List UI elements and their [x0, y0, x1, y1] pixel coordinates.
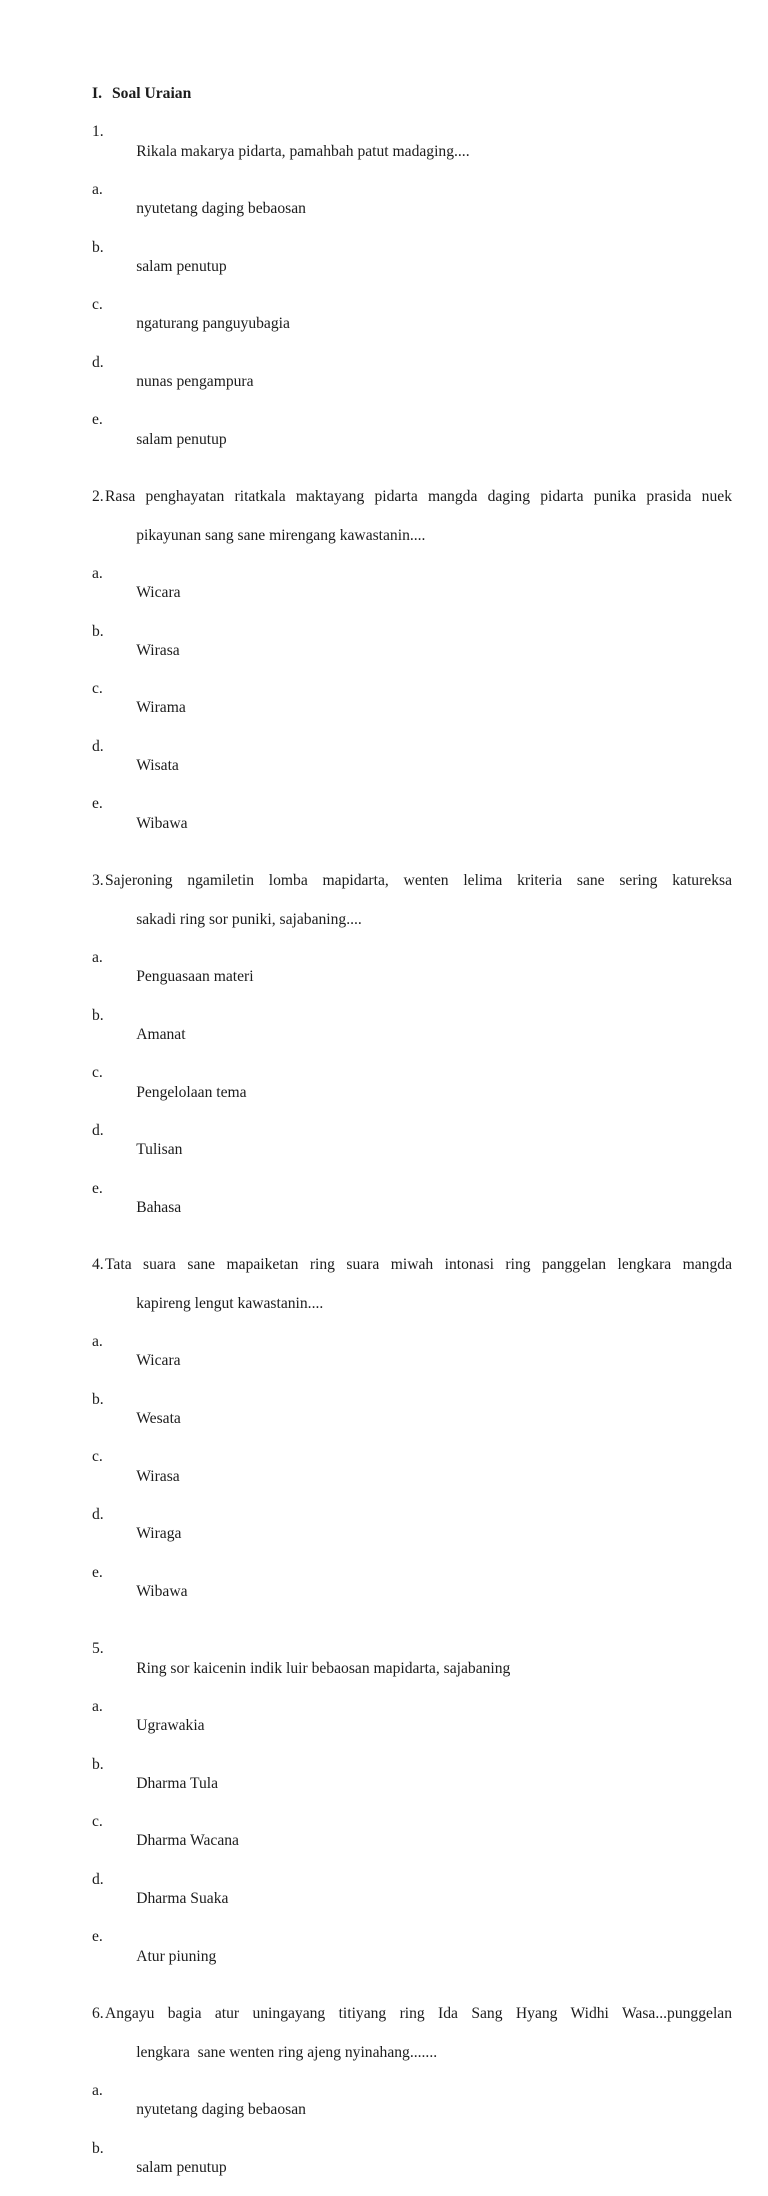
option-text: salam penutup — [136, 257, 227, 275]
option-row — [92, 1006, 732, 1064]
question-number: 6. — [92, 2005, 104, 2023]
question-text: kapireng lengut kawastanin.... — [136, 1294, 324, 1312]
option-row — [92, 1870, 732, 1928]
option-letter: b. — [92, 622, 104, 640]
option-row — [92, 180, 732, 238]
question-number: 1. — [92, 123, 104, 141]
option-row — [92, 1332, 732, 1390]
question-text: Rikala makarya pidarta, pamahbah patut madaging.... — [136, 142, 470, 160]
option-letter: b. — [92, 238, 104, 256]
section-title: Soal Uraian — [112, 85, 192, 102]
section-numeral: I. — [92, 85, 102, 102]
option-row — [92, 1697, 732, 1755]
option-text: Ugrawakia — [136, 1717, 205, 1735]
option-row — [92, 794, 732, 852]
option-text: Pengelolaan tema — [136, 1083, 247, 1101]
question-line — [92, 1275, 732, 1333]
question-line — [92, 506, 732, 564]
option-text: Bahasa — [136, 1198, 182, 1216]
question-line — [92, 890, 732, 948]
option-text: salam penutup — [136, 430, 227, 448]
question-3 — [92, 871, 732, 1236]
option-text: Wibawa — [136, 1582, 188, 1600]
option-row — [92, 295, 732, 353]
question-text: sakadi ring sor puniki, sajabaning.... — [136, 910, 362, 928]
option-text: Wibawa — [136, 814, 188, 832]
option-letter: d. — [92, 1121, 104, 1139]
option-row — [92, 622, 732, 680]
option-text: Tulisan — [136, 1141, 183, 1159]
question-1 — [92, 122, 732, 468]
question-line — [92, 1639, 732, 1697]
document-content — [92, 84, 732, 2196]
option-text: salam penutup — [136, 2158, 227, 2176]
option-row — [92, 1179, 732, 1237]
option-row — [92, 1563, 732, 1621]
option-text: nyutetang daging bebaosan — [136, 200, 306, 218]
option-letter: a. — [92, 949, 103, 967]
option-letter: e. — [92, 411, 103, 429]
option-letter: d. — [92, 737, 104, 755]
option-text: Wirasa — [136, 1467, 180, 1485]
question-line — [92, 2004, 732, 2023]
option-text: Wirama — [136, 699, 186, 717]
section-heading — [92, 84, 732, 103]
option-letter: c. — [92, 296, 103, 314]
option-letter: e. — [92, 795, 103, 813]
option-letter: a. — [92, 2082, 103, 2100]
option-text: Wesata — [136, 1409, 181, 1427]
option-row — [92, 1927, 732, 1985]
option-row — [92, 1447, 732, 1505]
option-text: Wicara — [136, 584, 181, 602]
question-line — [92, 2023, 732, 2081]
option-letter: d. — [92, 1870, 104, 1888]
option-letter: b. — [92, 1755, 104, 1773]
question-number: 4. — [92, 1256, 104, 1274]
option-row — [92, 2139, 732, 2196]
option-text: Wisata — [136, 757, 179, 775]
question-line — [92, 871, 732, 890]
option-letter: a. — [92, 1333, 103, 1351]
option-row — [92, 353, 732, 411]
option-letter: e. — [92, 1928, 103, 1946]
question-text: Angayu bagia atur uningayang titiyang ring Ida Sang Hyang Widhi Wasa...punggelan — [105, 2005, 732, 2023]
question-line — [92, 122, 732, 180]
option-text: Dharma Tula — [136, 1774, 219, 1792]
question-6 — [92, 2004, 732, 2196]
option-row — [92, 1812, 732, 1870]
option-letter: e. — [92, 1563, 103, 1581]
option-letter: c. — [92, 680, 103, 698]
option-letter: d. — [92, 1505, 104, 1523]
question-4 — [92, 1255, 732, 1620]
option-letter: b. — [92, 2139, 104, 2157]
option-text: ngaturang panguyubagia — [136, 315, 290, 333]
question-number: 3. — [92, 872, 104, 890]
option-row — [92, 948, 732, 1006]
option-letter: c. — [92, 1064, 103, 1082]
question-5 — [92, 1639, 732, 1985]
option-letter: a. — [92, 1697, 103, 1715]
option-letter: d. — [92, 353, 104, 371]
option-row — [92, 679, 732, 737]
option-letter: e. — [92, 1179, 103, 1197]
option-text: Atur piuning — [136, 1947, 217, 1965]
option-letter: b. — [92, 1390, 104, 1408]
option-text: Dharma Suaka — [136, 1890, 229, 1908]
option-row — [92, 1390, 732, 1448]
question-text: lengkara sane wenten ring ajeng nyinahang....... — [136, 2043, 438, 2061]
option-row — [92, 2081, 732, 2139]
option-row — [92, 238, 732, 296]
option-row — [92, 737, 732, 795]
option-text: Wicara — [136, 1352, 181, 1370]
option-text: Dharma Wacana — [136, 1832, 239, 1850]
question-line — [92, 1255, 732, 1274]
option-row — [92, 410, 732, 468]
option-text: Wirasa — [136, 641, 180, 659]
question-text: Rasa penghayatan ritatkala maktayang pidarta mangda daging pidarta punika prasida nuek — [105, 488, 732, 506]
option-letter: b. — [92, 1006, 104, 1024]
option-row — [92, 1505, 732, 1563]
option-text: Penguasaan materi — [136, 968, 254, 986]
option-letter: a. — [92, 565, 103, 583]
question-line — [92, 487, 732, 506]
option-letter: c. — [92, 1813, 103, 1831]
question-2 — [92, 487, 732, 852]
option-text: nunas pengampura — [136, 373, 254, 391]
question-text: pikayunan sang sane mirengang kawastanin.... — [136, 526, 426, 544]
question-text: Ring sor kaicenin indik luir bebaosan mapidarta, sajabaning — [136, 1659, 511, 1677]
option-row — [92, 1063, 732, 1121]
question-text: Tata suara sane mapaiketan ring suara miwah intonasi ring panggelan lengkara mangda — [105, 1256, 732, 1274]
question-number: 2. — [92, 488, 104, 506]
question-text: Sajeroning ngamiletin lomba mapidarta, wenten lelima kriteria sane sering katureksa — [105, 872, 732, 890]
option-text: nyutetang daging bebaosan — [136, 2101, 306, 2119]
option-text: Wiraga — [136, 1525, 182, 1543]
option-row — [92, 1755, 732, 1813]
option-letter: a. — [92, 181, 103, 198]
option-letter: c. — [92, 1448, 103, 1466]
question-number: 5. — [92, 1640, 104, 1658]
option-text: Amanat — [136, 1025, 186, 1043]
option-row — [92, 564, 732, 622]
option-row — [92, 1121, 732, 1179]
